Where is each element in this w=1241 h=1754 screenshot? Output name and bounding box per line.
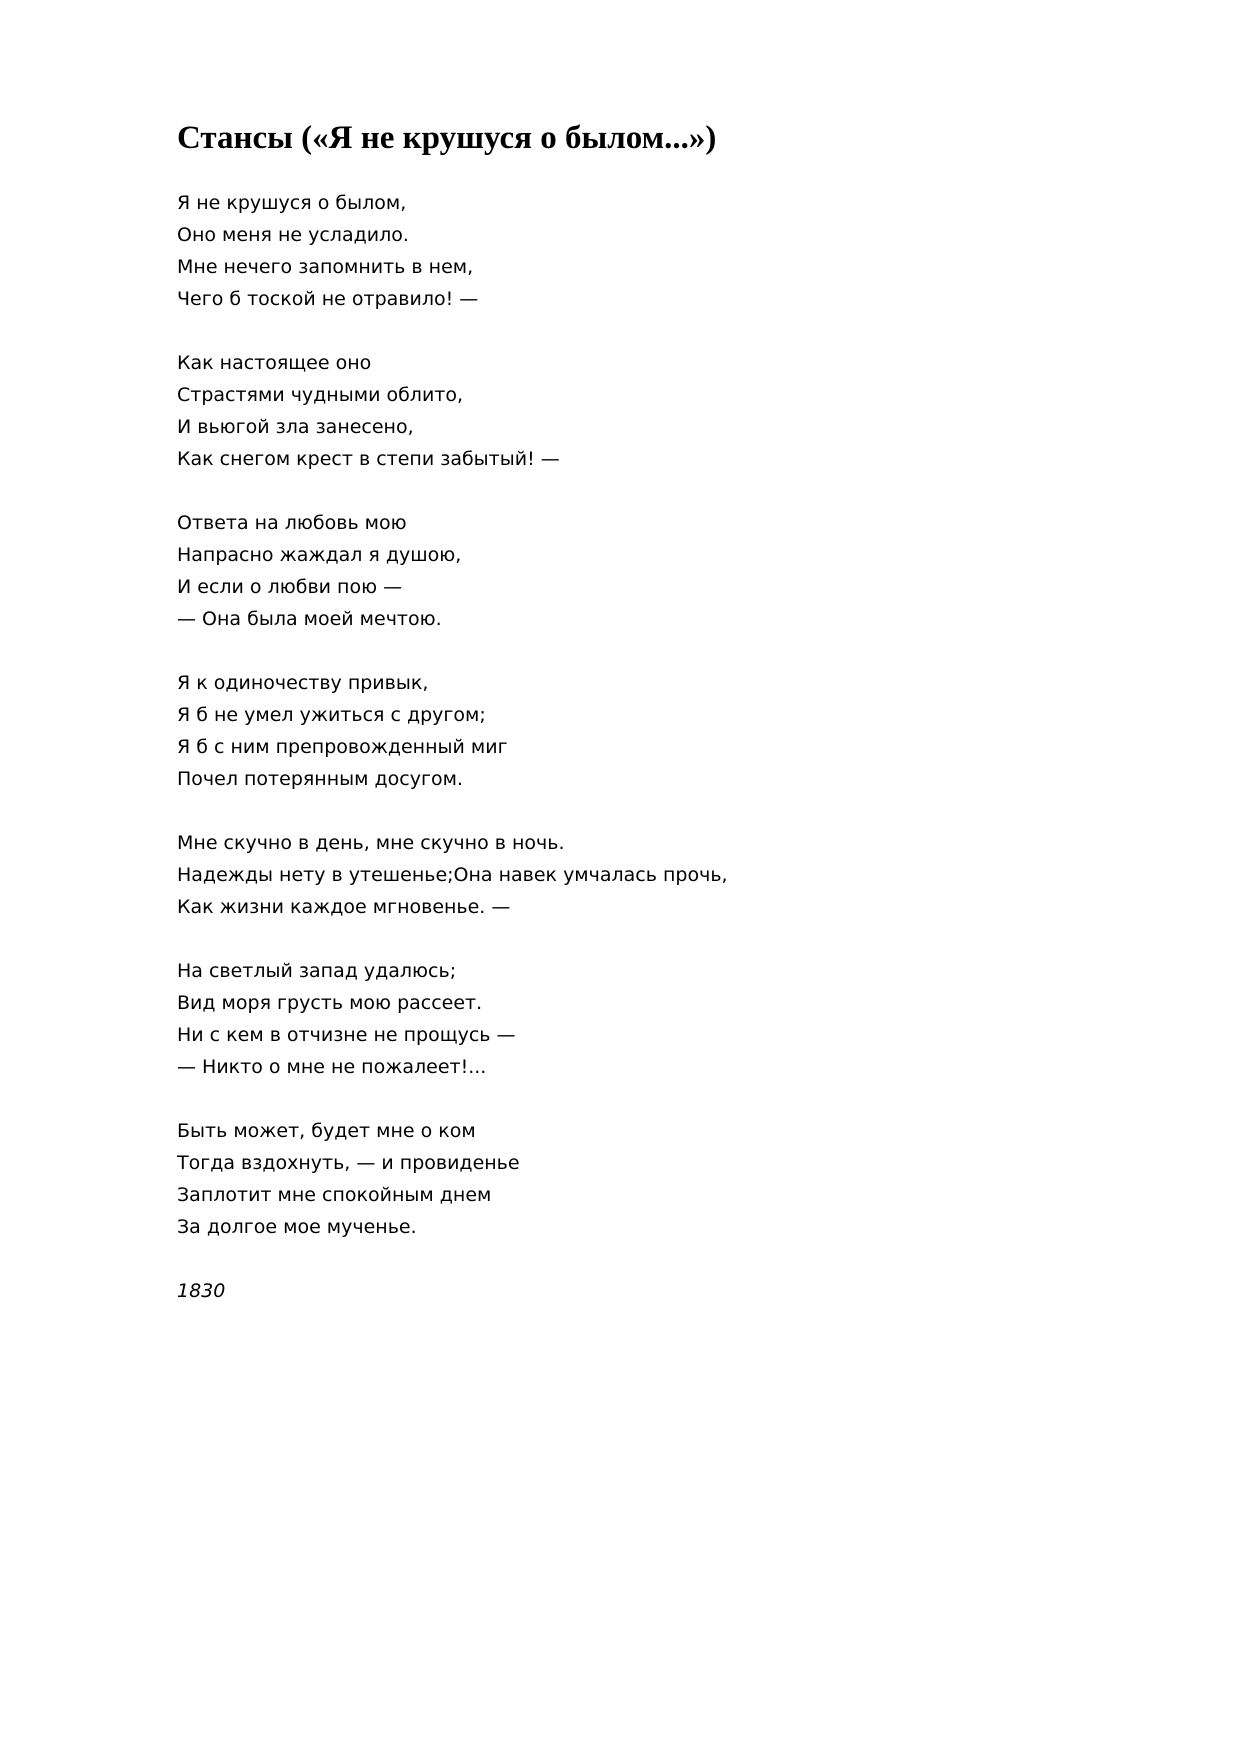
document-page bbox=[177, 116, 1137, 1307]
poem-line: Вид моря грусть мою рассеет. bbox=[177, 992, 483, 1014]
poem-line: — Она была моей мечтою. bbox=[177, 608, 442, 630]
poem-line: Я б не умел ужиться с другом; bbox=[177, 704, 486, 726]
poem-line: Ответа на любовь мою bbox=[177, 512, 407, 534]
poem-line: Мне скучно в день, мне скучно в ночь. bbox=[177, 832, 565, 854]
poem-line: Я к одиночеству привык, bbox=[177, 672, 429, 694]
poem-line: Надежды нету в утешенье;Она навек умчалась прочь, bbox=[177, 864, 728, 886]
poem-line: Напрасно жаждал я душою, bbox=[177, 544, 462, 566]
stanza bbox=[177, 955, 1137, 1083]
poem-line: За долгое мое мученье. bbox=[177, 1216, 417, 1238]
poem-line: Тогда вздохнуть, — и провиденье bbox=[177, 1152, 520, 1174]
poem-line: Мне нечего запомнить в нем, bbox=[177, 256, 474, 278]
stanza bbox=[177, 1115, 1137, 1243]
poem-line: И вьюгой зла занесено, bbox=[177, 416, 414, 438]
poem-line: Чего б тоской не отравило! — bbox=[177, 288, 479, 310]
stanza bbox=[177, 347, 1137, 475]
stanza bbox=[177, 507, 1137, 635]
poem-line: Ни с кем в отчизне не прощусь — bbox=[177, 1024, 516, 1046]
poem-line: Как жизни каждое мгновенье. — bbox=[177, 896, 511, 918]
poem-line: Я не крушуся о былом, bbox=[177, 192, 407, 214]
stanza bbox=[177, 827, 1137, 923]
stanza bbox=[177, 667, 1137, 795]
poem-line: Почел потерянным досугом. bbox=[177, 768, 463, 790]
poem-line: Я б с ним препровожденный миг bbox=[177, 736, 508, 758]
poem-line: — Никто о мне не пожалеет!... bbox=[177, 1056, 487, 1078]
poem-line: На светлый запад удалюсь; bbox=[177, 960, 457, 982]
poem-line: Быть может, будет мне о ком bbox=[177, 1120, 476, 1142]
poem-line: Оно меня не усладило. bbox=[177, 224, 409, 246]
poem-line: И если о любви пою — bbox=[177, 576, 403, 598]
poem-line: Страстями чудными облито, bbox=[177, 384, 464, 406]
poem-date: 1830 bbox=[177, 1280, 226, 1302]
poem-line: Заплотит мне спокойным днем bbox=[177, 1184, 492, 1206]
poem-title: Стансы («Я не крушуся о былом...») bbox=[177, 120, 717, 156]
poem-line: Как снегом крест в степи забытый! — bbox=[177, 448, 560, 470]
poem-line: Как настоящее оно bbox=[177, 352, 372, 374]
stanza bbox=[177, 187, 1137, 315]
